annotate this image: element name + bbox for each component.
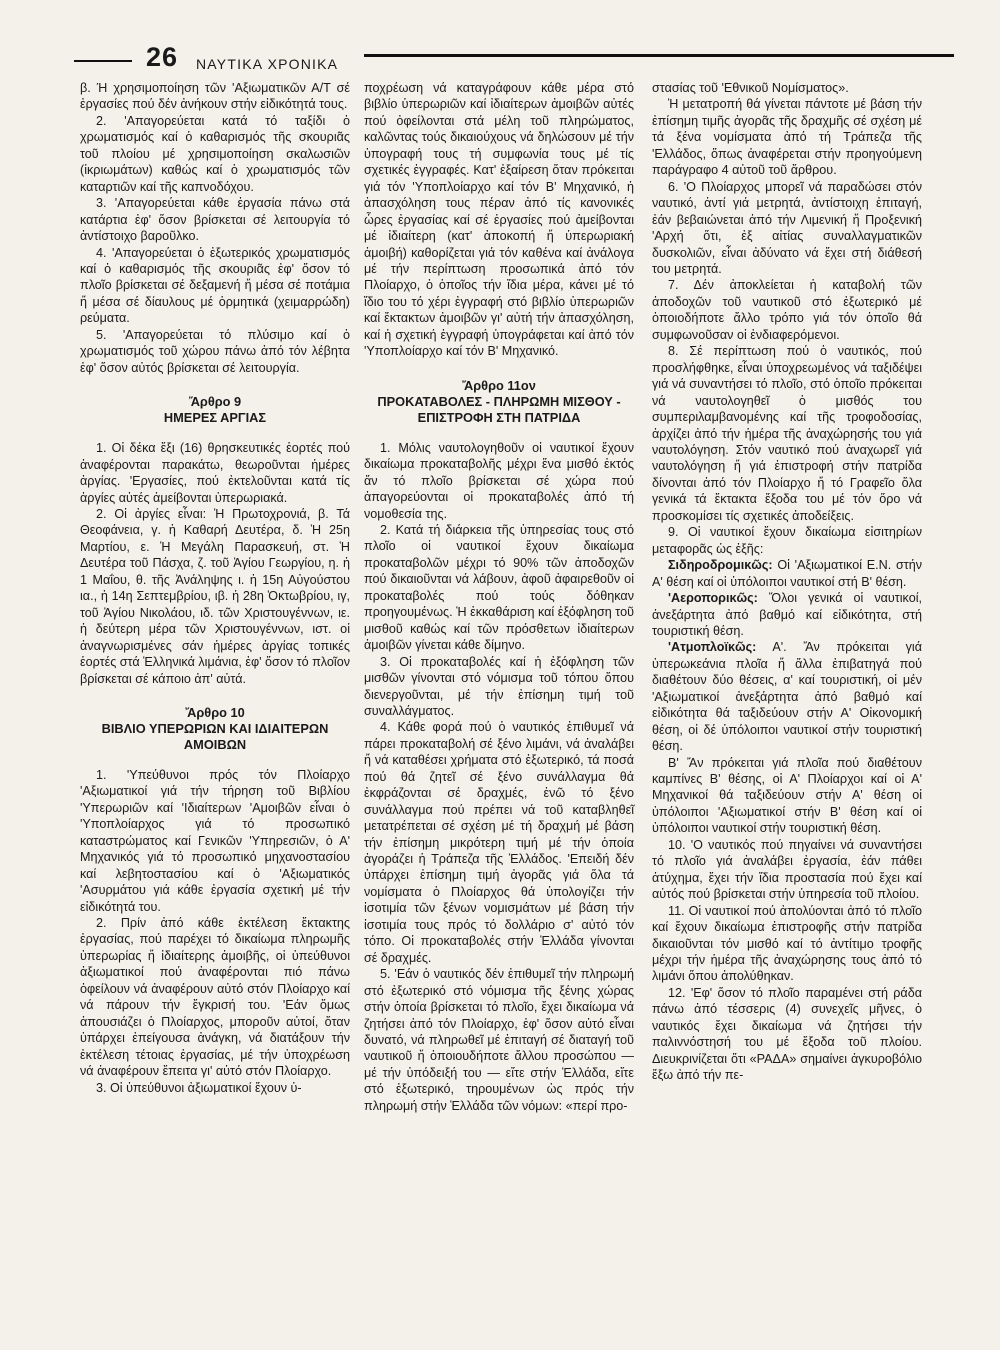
- paragraph: 9. Οἱ ναυτικοί ἔχουν δικαίωμα εἰσιτηρίων μεταφορᾶς ὡς ἑξῆς:: [652, 525, 922, 556]
- transport-text: Α'. Ἄν πρόκειται γιά ὑπερωκεάνια πλοῖα ἤ ἄλλα ἐπιβατηγά πού διαθέτουν δύο θέσεις, α' καί τουριστική, οἱ μέν 'Αξιωματικοί ἀνεξάρτητα ἀπό βαθμό καί εἰδικότητα θά ταξιδεύουν στήν Α' Οἰκονομική θέση, οἱ δέ ὑπόλοιποι ναυτικοί στήν τουριστική θέση.: [652, 640, 922, 754]
- paragraph: ποχρέωση νά καταγράφουν κάθε μέρα στό βιβλίο ὑπερωριῶν καί ἰδιαίτερων ἀμοιβῶν αὐτές πού ὀφείλονται στά μέλη τοῦ πληρώματος, καλῶντας τούς δικαιούχους νά δηλώσουν μέ τήν ὑπογραφή τους τή συμφωνία τους μέ τίς σχετικές ἐγγραφές. Κατ' ἐξαίρεση ὅταν πρόκειται γιά τόν 'Υποπλοίαρχο καί τόν Β' Μηχανικό, ἡ ἀπασχόληση τους πέραν ἀπό τίς κανονικές ὧρες ἐργασίας καί σέ ἐργασίες πού ἀμείβονται μέ ἰδιαίτερη (κατ' ἀποκοπή ἤ ὑπερωριακή ἀμοιβή) καθορίζεται γιά τόν καθένα καί ἀνάλογα μέ τήν περίπτωση προσωπικά ἀπό τόν Πλοίαρχο, ὁ ὁποῖος τήν ἴδια μέρα, κάνει μέ τό ἴδιο του τό χέρι ἐγγραφή στό βιβλίο ὑπερωριῶν καί ἔκτακτων ἀμοιβῶν γι' αὐτή τήν ἀπασχόληση, καί ἡ σχετική ἐγγραφή ὑπογράφεται καί ἀπό τόν 'Υποπλοίαρχο καί τόν Β' Μηχανικό.: [364, 81, 634, 359]
- paragraph: 12. 'Εφ' ὅσον τό πλοῖο παραμένει στή ράδα πάνω ἀπό τέσσερις (4) συνεχεῖς μῆνες, ὁ ναυτικός ἔχει δικαίωμα νά ζητήσει τήν παλιννόστησή του μέ ἔξοδα τοῦ πλοίου. Διευκρινίζεται ὅτι «ΡΑΔΑ» σημαίνει ἀγκυροβόλιο ἔξω ἀπό τήν πε-: [652, 985, 922, 1083]
- paragraph: [652, 557, 922, 590]
- header-rule-left: [74, 60, 132, 62]
- paragraph: 1. Οἱ δέκα ἕξι (16) θρησκευτικές ἑορτές πού ἀναφέρονται παρακάτω, θεωροῦνται ἡμέρες ἀργίας. 'Εργασίες, πού ἐκτελοῦνται κατά τίς ἀργίες αὐτές ἀμείβονται ὑπερωριακά.: [80, 441, 350, 505]
- paragraph: Ἡ μετατροπή θά γίνεται πάντοτε μέ βάση τήν ἐπίσημη τιμῆς ἀγορᾶς τῆς δραχμῆς σέ σχέση μέ τά ξένα νομίσματα ἀπό τή Τράπεζα τῆς 'Ελλάδος, ὅπως ἀναφέρεται στήν προηγούμενη παράγραφο 4 αὐτοῦ τοῦ ἄρθρου.: [652, 97, 922, 178]
- paragraph: 1. Μόλις ναυτολογηθοῦν οἱ ναυτικοί ἔχουν δικαίωμα προκαταβολῆς μέχρι ἕνα μισθό ἐκτός ἄν τό πλοῖο βρίσκεται σέ χώρα πού ἀπαγορεύονται οἱ προκαταβολές ἀπό τή νομοθεσία της.: [364, 440, 634, 521]
- page-number: 26: [146, 42, 179, 72]
- paragraph: [652, 590, 922, 639]
- page-header: [74, 42, 954, 80]
- header-rule-right: [364, 54, 954, 57]
- article-title: ΠΡΟΚΑΤΑΒΟΛΕΣ - ΠΛΗΡΩΜΗ ΜΙΣΘΟΥ - ΕΠΙΣΤΡΟΦΗ ΣΤΗ ΠΑΤΡΙΔΑ: [377, 393, 621, 425]
- paragraph: [652, 639, 922, 754]
- paragraph: 5. 'Απαγορεύεται τό πλύσιμο καί ὁ χρωματισμός τοῦ χώρου πάνω ἀπό τόν λέβητα ἐφ' ὅσον αὐτός βρίσκεται σέ λειτουργία.: [80, 327, 350, 375]
- column-1: [80, 80, 350, 1096]
- paragraph: 3. Οἱ προκαταβολές καί ἡ ἐξόφληση τῶν μισθῶν γίνονται στό νόμισμα τοῦ τόπου ὅπου διενεργοῦνται, μέ τήν ἐπίσημη τιμή τοῦ συναλλάγματος.: [364, 654, 634, 718]
- paragraph: 3. 'Απαγορεύεται κάθε ἐργασία πάνω στά κατάρτια ἐφ' ὅσον βρίσκεται σέ λειτουργία τό ἀντίστοιχο βαροῦλκο.: [80, 196, 350, 244]
- paragraph: 2. Πρίν ἀπό κάθε ἐκτέλεση ἔκτακτης ἐργασίας, πού παρέχει τό δικαίωμα πληρωμῆς ὑπερωρίας ἤ ἰδιαίτερης ἀμοιβῆς, οἱ ὑπεύθυνοι ἀξιωματικοί πού ἀναφέρονται πιό πάνω ὀφείλουν νά ἀναφέρουν αὐτό στόν Πλοίαρχο καί νά πάρουν τήν ἔγκρισή του. 'Εάν ὅμως ἀπουσιάζει ὁ Πλοίαρχος, μποροῦν αὐτοί, ὅταν ὑπάρχει ἐπείγουσα ἀνάγκη, νά διατάξουν τήν ἐκτέλεση τέτοιας ἐργασίας, μέ τήν ὑποχρέωση νά ἀναφέρουν ἔπειτα γι' αὐτό στόν Πλοίαρχο.: [80, 916, 350, 1079]
- transport-text: Οἱ 'Αξιωματικοί Ε.Ν. στήν Α' θέση καί οἱ ὑπόλοιποι ναυτικοί στή Β' θέση.: [652, 558, 922, 589]
- transport-label: 'Ατμοπλοϊκῶς:: [668, 640, 757, 655]
- paragraph: 2. Κατά τή διάρκεια τῆς ὑπηρεσίας τους στό πλοῖο οἱ ναυτικοί ἔχουν δικαίωμα προκαταβολῶν μέχρι τό 90% τῶν ἀποδοχῶν πού δικαιοῦνται νά λάβουν, ἀφοῦ ἀφαιρεθοῦν οἱ προκαταβολές πού τούς δόθηκαν προηγουμένως. Ἡ ἐκκαθάριση καί ἐξόφληση τοῦ μισθοῦ καθώς καί τῶν πρόσθετων ἰδιαίτερων ἀμοιβῶν γίνεται κάθε δίμηνο.: [364, 522, 634, 653]
- paragraph: 3. Οἱ ὑπεύθυνοι ἀξιωματικοί ἔχουν ὑ-: [96, 1080, 302, 1095]
- paragraph: 4. 'Απαγορεύεται ὁ ἐξωτερικός χρωματισμός καί ὁ καθαρισμός τῆς σκουριᾶς ἐφ' ὅσον τό πλοῖο βρίσκεται σέ δεξαμενή ἤ μέσα σέ ποτάμια ἤ μέσα σέ δίαυλους μέ ὁρμητικά (χειμαρρώδη) ρεύματα.: [80, 245, 350, 326]
- paragraph: 8. Σέ περίπτωση πού ὁ ναυτικός, πού προσλήφθηκε, εἶναι ὑποχρεωμένος νά ταξιδέψει γιά νά συναντήσει τό πλοῖο, στό ὁποῖο πρόκειται νά ναυτολογηθεῖ ὁ μισθός του συμπεριλαμβανομένης καί τῆς τροφοδοσίας, ἀρχίζει ἀπό τήν ἡμέρα τῆς ἀναχώρησής του γιά ναυτολόγηση. Στόν ναυτικό πού ἀναχωρεῖ γιά ναυτολόγηση ἤ γιά ἐπιστροφή στήν πατρίδα δίνονται ἀπό τόν Πλοίαρχο ἤ τό Γραφεῖο ὅλα γενικά τά ἔκτακτα ἔξοδα του μέ τόν ὅρο νά προσκομίσει τίς σχετικές ἀποδείξεις.: [652, 344, 922, 523]
- article-heading: [364, 378, 634, 426]
- transport-label: Σιδηροδρομικῶς:: [668, 558, 773, 573]
- paragraph: 2. 'Απαγορεύεται κατά τό ταξίδι ὁ χρωματισμός καί ὁ καθαρισμός τῆς σκουριᾶς τοῦ πλοίου μέ χρησιμοποίηση σκαλωσιῶν (ἰκριωμάτων) καθώς καί ὁ χρωματισμός τῶν καταρτιῶν καί τῆς καπνοδόχου.: [80, 113, 350, 194]
- article-number: Ἄρθρο 10: [185, 704, 245, 720]
- column-3: [652, 80, 922, 1084]
- transport-label: 'Αεροπορικῶς:: [668, 591, 758, 606]
- article-title: ΗΜΕΡΕΣ ΑΡΓΙΑΣ: [163, 410, 267, 426]
- article-heading: [80, 394, 350, 426]
- paragraph: στασίας τοῦ 'Εθνικοῦ Νομίσματος».: [652, 81, 849, 95]
- paragraph: 7. Δέν ἀποκλείεται ἡ καταβολή τῶν ἀποδοχῶν τοῦ ναυτικοῦ στό ἐξωτερικό μέ ὁποιοδήποτε ἄλλο τρόπο γιά τόν ὁποῖο θά συμφωνοῦσαν οἱ ἐνδιαφερόμενοι.: [652, 278, 922, 342]
- transport-text: Ὅλοι γενικά οἱ ναυτικοί, ἀνεξάρτητα ἀπό βαθμό καί εἰδικότητα, στή τουριστική θέση.: [652, 591, 922, 638]
- paragraph: 4. Κάθε φορά πού ὁ ναυτικός ἐπιθυμεῖ νά πάρει προκαταβολή σέ ξένο λιμάνι, νά ἀναλάβει ἤ νά καταθέσει χρήματα στό ἐξωτερικό, τά ποσά πού θά ζητεῖ σέ ξένο συνάλλαγμα θά ἐκφράζονται σέ δραχμές, ἐνῶ τό ξένο συνάλλαγμα πού πρέπει νά τοῦ καταβληθεῖ μετατρέπεται σέ σχέση μέ τή δραχμή μέ βάση τήν ἐπίσημη μικρότερη τιμή μέ τήν ὁποία ἀγοράζει ἡ Τράπεζα τῆς Ἑλλάδος. 'Επειδή δέν ὑπάρχει ἐπίσημη τιμή ἀγορᾶς γιά ὅλα τά νομίσματα ὁ Πλοίαρχος θά ὑπολογίζει τήν ἰσοτιμία τῶν ξένων νομισμάτων μέ βάση τήν ἰσοτιμία τους πρός τό δολλάριο σ' αὐτό τόν τόπο. Οἱ προκαταβολές στήν Ἑλλάδα γίνονται σέ δραχμές.: [364, 720, 634, 965]
- paragraph: 5. 'Εάν ὁ ναυτικός δέν ἐπιθυμεῖ τήν πληρωμή στό ἐξωτερικό στό νόμισμα τῆς ξένης χώρας στήν ὁποία βρίσκεται τό πλοῖο, ἔχει δικαίωμα νά ζητήσει ἀπό τόν Πλοίαρχο, ἐφ' ὅσον αὐτό εἶναι δυνατό, νά πληρωθεῖ μέ ἐπιταγή σέ διαταγή τοῦ ναυτικοῦ ἤ ὁποιουδήποτε ἄλλου προσώπου — μέ τήν ὑπόδειξή του — εἴτε στήν Ἑλλάδα, εἴτε στό ἐξωτερικό, τηρουμένων ὡς πρός τήν πληρωμή στήν Ἑλλάδα τῶν νόμων: «περί προ-: [364, 967, 634, 1113]
- article-number: Ἄρθρο 11ον: [462, 377, 536, 393]
- paragraph: 10. 'Ο ναυτικός πού πηγαίνει νά συναντήσει τό πλοῖο γιά ἀναλάβει ἐργασία, ἐάν πάθει ἀτύχημα, ἔχει τήν ἴδια προστασία πού ἔχει καί αὐτός πού βρίσκεται στήν ὑπηρεσία τοῦ πλοίου.: [652, 837, 922, 902]
- article-number: Ἄρθρο 9: [188, 394, 242, 410]
- publication-title: ΝΑΥΤΙΚΑ ΧΡΟΝΙΚΑ: [196, 56, 339, 72]
- article-title: ΒΙΒΛΙΟ ΥΠΕΡΩΡΙΩΝ ΚΑΙ ΙΔΙΑΙΤΕΡΩΝ ΑΜΟΙΒΩΝ: [101, 720, 329, 752]
- paragraph: Β' Ἄν πρόκειται γιά πλοῖα πού διαθέτουν καμπίνες Β' θέσης, οἱ Α' Πλοίαρχοι καί οἱ Α' Μηχανικοί θά ταξιδεύουν στήν Α' θέση οἱ ὑπόλοιποι 'Αξιωματικοί στήν Β' θέση καί οἱ ὑπόλοιποι ναυτικοί στήν τουριστική θέση.: [652, 755, 922, 836]
- column-2: [364, 80, 634, 1114]
- article-heading: [80, 705, 350, 753]
- paragraph: β. Ή χρησιμοποίηση τῶν 'Αξιωματικῶν Α/Τ σέ ἐργασίες πού δέν ἀνήκουν στήν εἰδικότητά τους.: [80, 81, 350, 112]
- paragraph: 1. 'Υπεύθυνοι πρός τόν Πλοίαρχο 'Αξιωματικοί γιά τήν τήρηση τοῦ Βιβλίου 'Υπερωριῶν καί 'Ιδιαίτερων 'Αμοιβῶν εἶναι ὁ 'Υποπλοίαρχος γιά τό προσωπικό καταστρώματος καί Γενικῶν 'Υπηρεσιῶν, ὁ Α' Μηχανικός γιά τό προσωπικό μηχανοστασίου καί λεβητοστασίου καί ὁ 'Αξιωματικός 'Ασυρμάτου γιά κάθε ἐργασία σχετική μέ τήν εἰδικότητά του.: [80, 767, 350, 914]
- paragraph: 6. 'Ο Πλοίαρχος μπορεῖ νά παραδώσει στόν ναυτικό, ἀντί γιά μετρητά, ἀντίστοιχη ἐπιταγή, ἐάν βεβαιώνεται ἀπό τήν Λιμενική ἤ Προξενική 'Αρχή ὅτι, ἐξ αἰτίας συναλλαγματικῶν δυσκολιῶν, εἶναι ἀδύνατο νά ἔχει στή διάθεσή του μετρητά.: [652, 179, 922, 276]
- paragraph: 2. Οἱ ἀργίες εἶναι: Ἡ Πρωτοχρονιά, β. Τά Θεοφάνεια, γ. ἡ Καθαρή Δευτέρα, δ. Ἡ 25η Μαρτίου, ε. Ἡ Μεγάλη Παρασκευή, στ. Ἡ Δευτέρα τοῦ Πάσχα, ζ. τοῦ Ἁγίου Γεωργίου, η. ἡ 1 Μαΐου, θ. τῆς Ἀνάληψης ι. ἡ 15η Αὐγούστου ια., ἡ 14η Σεπτεμβρίου, ιβ. ἡ 28η Ὀκτωβρίου, ιγ, τοῦ Ἁγίου Νικολάου, ιδ. τῶν Χριστουγέννων, ιε. ἡ δεύτερη μέρα τῶν Χριστουγέννων, ιστ. οἱ ἀναγνωρισμένες σάν ἡμέρες ἀργίας τοπικές ἑορτές στά Ἑλληνικά λιμάνια, ἐφ' ὅσον τό πλοῖον βρίσκεται σέ κάποιο ἀπ' αὐτά.: [80, 506, 350, 686]
- paragraph: 11. Οἱ ναυτικοί πού ἀπολύονται ἀπό τό πλοῖο καί ἔχουν δικαίωμα ἐπιστροφῆς στήν πατρίδα δικαιοῦνται τόν μισθό καί τό ἀντίτιμο τροφῆς μέχρι τήν ἡμέρα τῆς ἀναχώρησης τους ἀπό τό λιμάνι ὅπου ἀπολύθηκαν.: [652, 903, 922, 984]
